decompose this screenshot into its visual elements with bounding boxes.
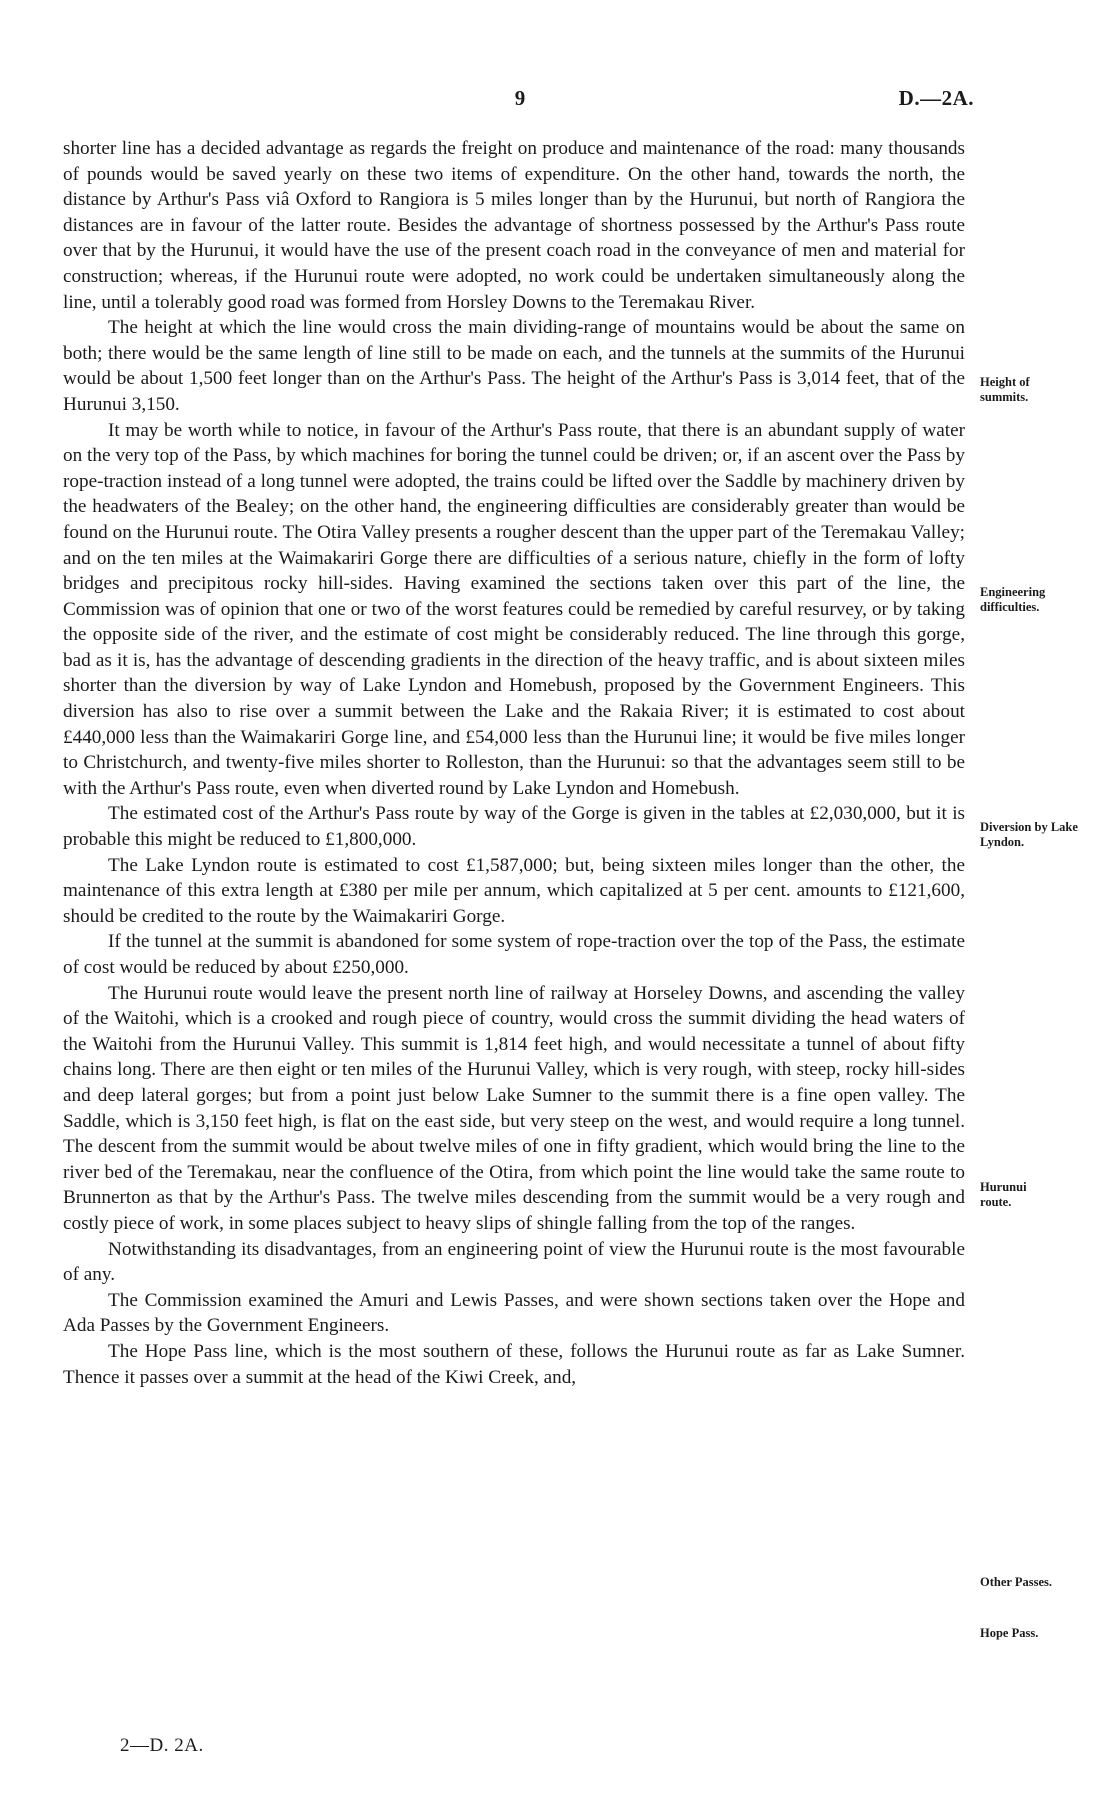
paragraph: If the tunnel at the summit is abandoned for some system of rope-traction over the top of the Pass, the estimate of cost would be reduced by about £250,000.	[63, 931, 965, 978]
paragraph: The estimated cost of the Arthur's Pass route by way of the Gorge is given in the tables at £2,030,000, but it is probable this might be reduced to £1,800,000.	[63, 803, 965, 851]
marginal-note-diversion-by-lake-lyndon: Diversion by Lake Lyndon.	[980, 820, 1078, 849]
paragraph: The Commission examined the Amuri and Lewis Passes, and were shown sections taken over the Hope and Ada Passes by the Government Engineers.	[63, 1289, 965, 1337]
marginal-note-hurunui-route: Hurunui route.	[980, 1180, 1027, 1209]
page-number: 9	[514, 86, 526, 110]
document-reference: D.—2A.	[898, 86, 974, 110]
body-text	[63, 136, 965, 1390]
paragraph: Notwithstanding its disadvantages, from an engineering point of view the Hurunui route is the most favourable of any.	[63, 1238, 965, 1286]
marginal-note-engineering-difficulties: Engineering difficulties.	[980, 585, 1046, 614]
marginal-note-other-passes: Other Passes.	[980, 1575, 1052, 1589]
paragraph: The height at which the line would cross the main dividing-range of mountains would be about the same on both; there would be the same length of line still to be made on each, and the tunnels at the summits of the Hurunui would be about 1,500 feet longer than on the Arthur's Pass. The height of the Arthur's Pass is 3,014 feet, that of the Hurunui 3,150.	[63, 317, 965, 415]
marginal-note-height-of-summits: Height of summits.	[980, 375, 1030, 404]
paragraph: shorter line has a decided advantage as regards the freight on produce and maintenance of the road: many thousands of pounds would be saved yearly on these two items of expenditure. On the other hand, towards the north, the distance by Arthur's Pass viâ Oxford to Rangiora is 5 miles longer than by the Hurunui, but north of Rangiora the distances are in favour of the latter route. Besides the advantage of shortness possessed by the Arthur's Pass route over that by the Hurunui, it would have the use of the present coach road in the conveyance of men and material for construction; whereas, if the Hurunui route were adopted, no work could be undertaken simultaneously along the line, until a tolerably good road was formed from Horsley Downs to the Teremakau River.	[63, 138, 965, 313]
paragraph: The Hurunui route would leave the present north line of railway at Horseley Downs, and ascending the valley of the Waitohi, which is a crooked and rough piece of country, would cross the summit dividing the head waters of the Waitohi from the Hurunui Valley. This summit is 1,814 feet high, and would necessitate a tunnel of about fifty chains long. There are then eight or ten miles of the Hurunui Valley, which is very rough, with steep, rocky hill-sides and deep lateral gorges; but from a point just below Lake Sumner to the summit there is a fine open valley. The Saddle, which is 3,150 feet high, is flat on the east side, but very steep on the west, and would require a long tunnel. The descent from the summit would be about twelve miles of one in fifty gradient, which would bring the line to the river bed of the Teremakau, near the confluence of the Otira, from which point the line would take the same route to Brunnerton as that by the Arthur's Pass. The twelve miles descending from the summit would be a very rough and costly piece of work, in some places subject to heavy slips of shingle falling from the top of the ranges.	[63, 982, 965, 1234]
paragraph: It may be worth while to notice, in favour of the Arthur's Pass route, that there is an abundant supply of water on the very top of the Pass, by which machines for boring the tunnel could be driven; or, if an ascent over the Pass by rope-traction instead of a long tunnel were adopted, the trains could be lifted over the Saddle by machinery driven by the headwaters of the Bealey; on the other hand, the engineering difficulties are considerably greater than would be found on the Hurunui route. The Otira Valley presents a rougher descent than the upper part of the Teremakau Valley; and on the ten miles at the Waimakariri Gorge there are difficulties of a serious nature, chiefly in the form of lofty bridges and precipitous rocky hill-sides. Having examined the sections taken over this part of the line, the Commission was of opinion that one or two of the worst features could be remedied by careful resurvey, or by taking the opposite side of the river, and the estimate of cost might be considerably reduced. The line through this gorge, bad as it is, has the advantage of descending gradients in the direction of the heavy traffic, and is about sixteen miles shorter than the diversion by way of Lake Lyndon and Homebush, proposed by the Government Engineers. This diversion has also to rise over a summit between the Lake and the Rakaia River; it is estimated to cost about £440,000 less than the Waimakariri Gorge line, and £54,000 less than the Hurunui line; it would be five miles longer to Christchurch, and twenty-five miles shorter to Rolleston, than the Hurunui: so that the advantages seem still to be with the Arthur's Pass route, even when diverted round by Lake Lyndon and Homebush.	[63, 419, 965, 799]
paragraph: The Hope Pass line, which is the most southern of these, follows the Hurunui route as far as Lake Sumner. Thence it passes over a summit at the head of the Kiwi Creek, and,	[63, 1340, 965, 1388]
signature-mark: 2—D. 2A.	[120, 1735, 204, 1756]
paragraph: The Lake Lyndon route is estimated to cost £1,587,000; but, being sixteen miles longer than the other, the maintenance of this extra length at £380 per mile per annum, which capitalized at 5 per cent. amounts to £121,600, should be credited to the route by the Waimakariri Gorge.	[63, 854, 965, 927]
marginal-note-hope-pass: Hope Pass.	[980, 1626, 1039, 1640]
